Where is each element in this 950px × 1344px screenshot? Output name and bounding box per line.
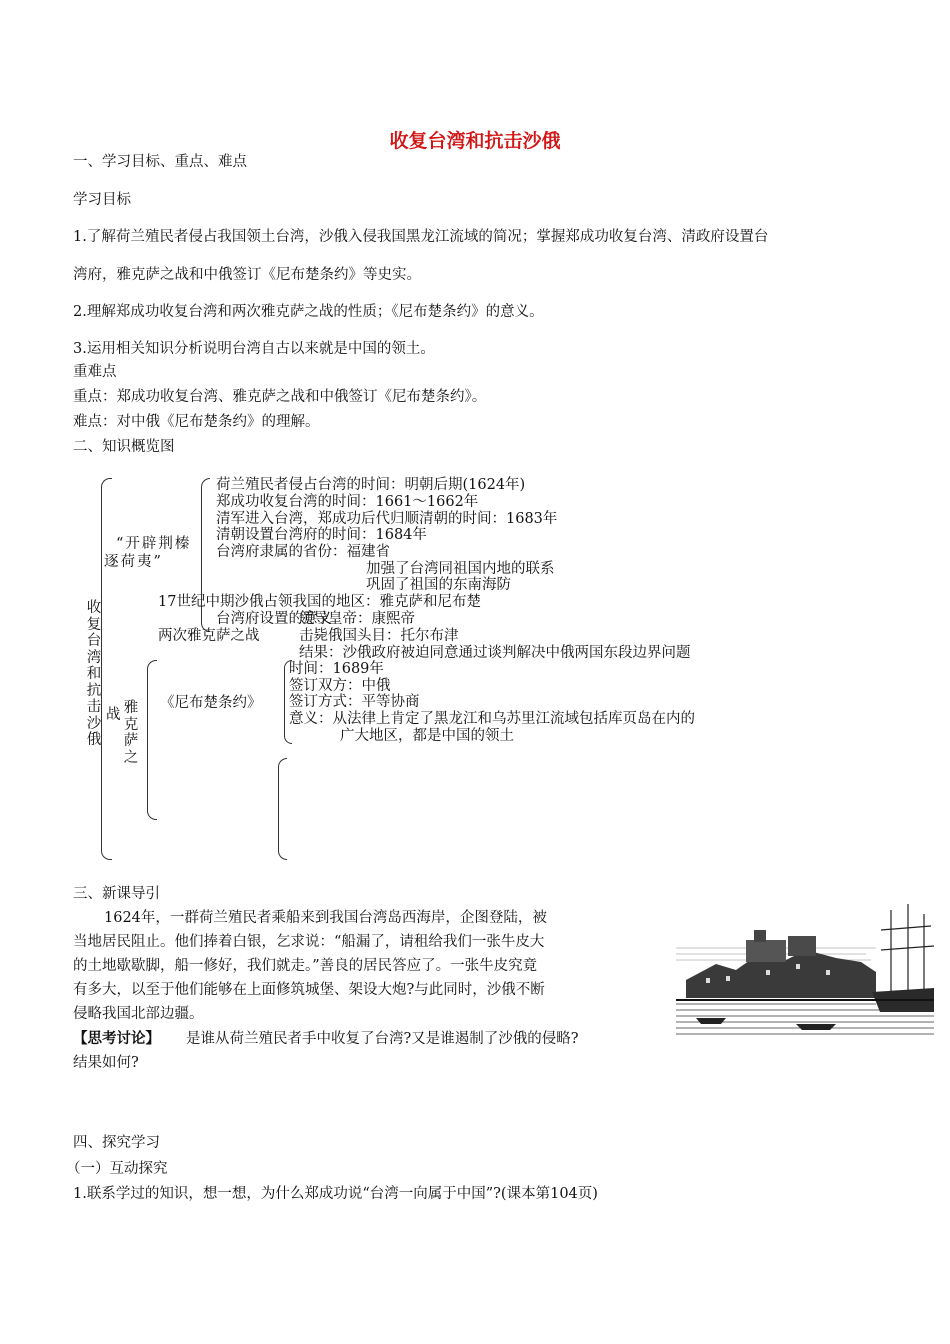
section1-heading: 一、学习目标、重点、难点: [73, 154, 247, 170]
goals-label: 学习目标: [73, 192, 131, 208]
b1-item-5: 台湾府隶属的省份：福建省: [216, 544, 390, 560]
discuss-text: 是谁从荷兰殖民者手中收复了台湾?又是谁遏制了沙俄的侵略?: [186, 1031, 579, 1047]
t-item-1: 时间：1689年: [289, 661, 384, 677]
b1-item-6: 加强了台湾同祖国内地的联系: [366, 561, 555, 577]
branch1-label-line2: 逐荷夷”: [104, 554, 163, 570]
key-label: 重难点: [73, 364, 117, 380]
question-1: 1.联系学过的知识，想一想，为什么郑成功说“台湾一向属于中国”?(课本第104页): [73, 1186, 598, 1202]
goal-1-line-1: 1.了解荷兰殖民者侵占我国领土台湾，沙俄入侵我国黑龙江流域的简况；掌握郑成功收复台湾、清政府设置台: [73, 229, 769, 245]
intro-line-4: 有多大，以至于他们能够在上面修筑城堡、架设大炮?与此同时，沙俄不断: [73, 982, 545, 998]
empty-bracket: [278, 758, 287, 860]
section4-heading: 四、探究学习: [73, 1135, 160, 1151]
intro-line-3: 的土地歇歇脚，船一修好，我们就走。”善良的居民答应了。一张牛皮究竟: [73, 958, 538, 974]
intro-line-1: 1624年，一群荷兰殖民者乘船来到我国台湾岛西海岸，企图登陆，被: [104, 910, 547, 926]
t-item-4: 意义：从法律上肯定了黑龙江和乌苏里江流域包括库页岛在内的: [289, 711, 695, 727]
war-label-b: 雅克萨之: [123, 700, 139, 766]
b1-item-4: 清朝设置台湾府的时间：1684年: [216, 527, 427, 543]
fortress-harbor-illustration: [676, 900, 934, 1042]
root-label: 收复台湾和抗击沙俄: [86, 600, 102, 748]
b2-item-4: 击毙俄国头目：托尔布津: [299, 628, 459, 644]
t-item-5: 广大地区，都是中国的领土: [340, 728, 514, 744]
branch1-label-line1: “开辟荆榛: [116, 536, 192, 552]
key-points: 重点：郑成功收复台湾、雅克萨之战和中俄签订《尼布楚条约》。: [73, 389, 487, 405]
war-label-a: 战: [106, 707, 121, 723]
b2-item-1: 17世纪中期沙俄占领我国的地区：雅克萨和尼布楚: [158, 594, 481, 610]
t-item-2: 签订双方：中俄: [289, 678, 391, 694]
discuss-label: 【思考讨论】: [73, 1030, 160, 1047]
goal-3: 3.运用相关知识分析说明台湾自古以来就是中国的领土。: [73, 341, 435, 357]
goal-1-line-2: 湾府，雅克萨之战和中俄签订《尼布楚条约》等史实。: [73, 267, 421, 283]
b1-item-1: 荷兰殖民者侵占台湾的时间：明朝后期(1624年): [216, 477, 526, 493]
intro-line-2: 当地居民阻止。他们捧着白银，乞求说：“船漏了，请租给我们一张牛皮大: [73, 934, 545, 950]
b2-item-3: 领导皇帝：康熙帝: [299, 611, 415, 627]
treaty-label: 《尼布楚条约》: [160, 695, 262, 711]
b2-item-5: 结果：沙俄政府被迫同意通过谈判解决中俄两国东段边界问题: [299, 645, 691, 661]
b1-item-3: 清军进入台湾，郑成功后代归顺清朝的时间：1683年: [216, 511, 558, 527]
discuss-line-2: 结果如何?: [73, 1055, 139, 1071]
difficulty: 难点：对中俄《尼布楚条约》的理解。: [73, 414, 320, 430]
b1-item-7: 巩固了祖国的东南海防: [366, 577, 511, 593]
t-item-3: 签订方式：平等协商: [289, 694, 420, 710]
section3-heading: 三、新课导引: [73, 886, 160, 902]
b2-item-2: 台湾府设置的意义: [216, 611, 332, 627]
page-title: 收复台湾和抗击沙俄: [389, 130, 561, 152]
section4-sub1: （一）互动探究: [66, 1161, 168, 1177]
b2-label: 两次雅克萨之战: [158, 628, 260, 644]
section2-heading: 二、知识概览图: [73, 439, 175, 455]
b1-item-2: 郑成功收复台湾的时间：1661～1662年: [216, 494, 479, 510]
goal-2: 2.理解郑成功收复台湾和两次雅克萨之战的性质；《尼布楚条约》的意义。: [73, 304, 544, 320]
intro-line-5: 侵略我国北部边疆。: [73, 1006, 204, 1022]
war-bracket: [147, 660, 157, 820]
